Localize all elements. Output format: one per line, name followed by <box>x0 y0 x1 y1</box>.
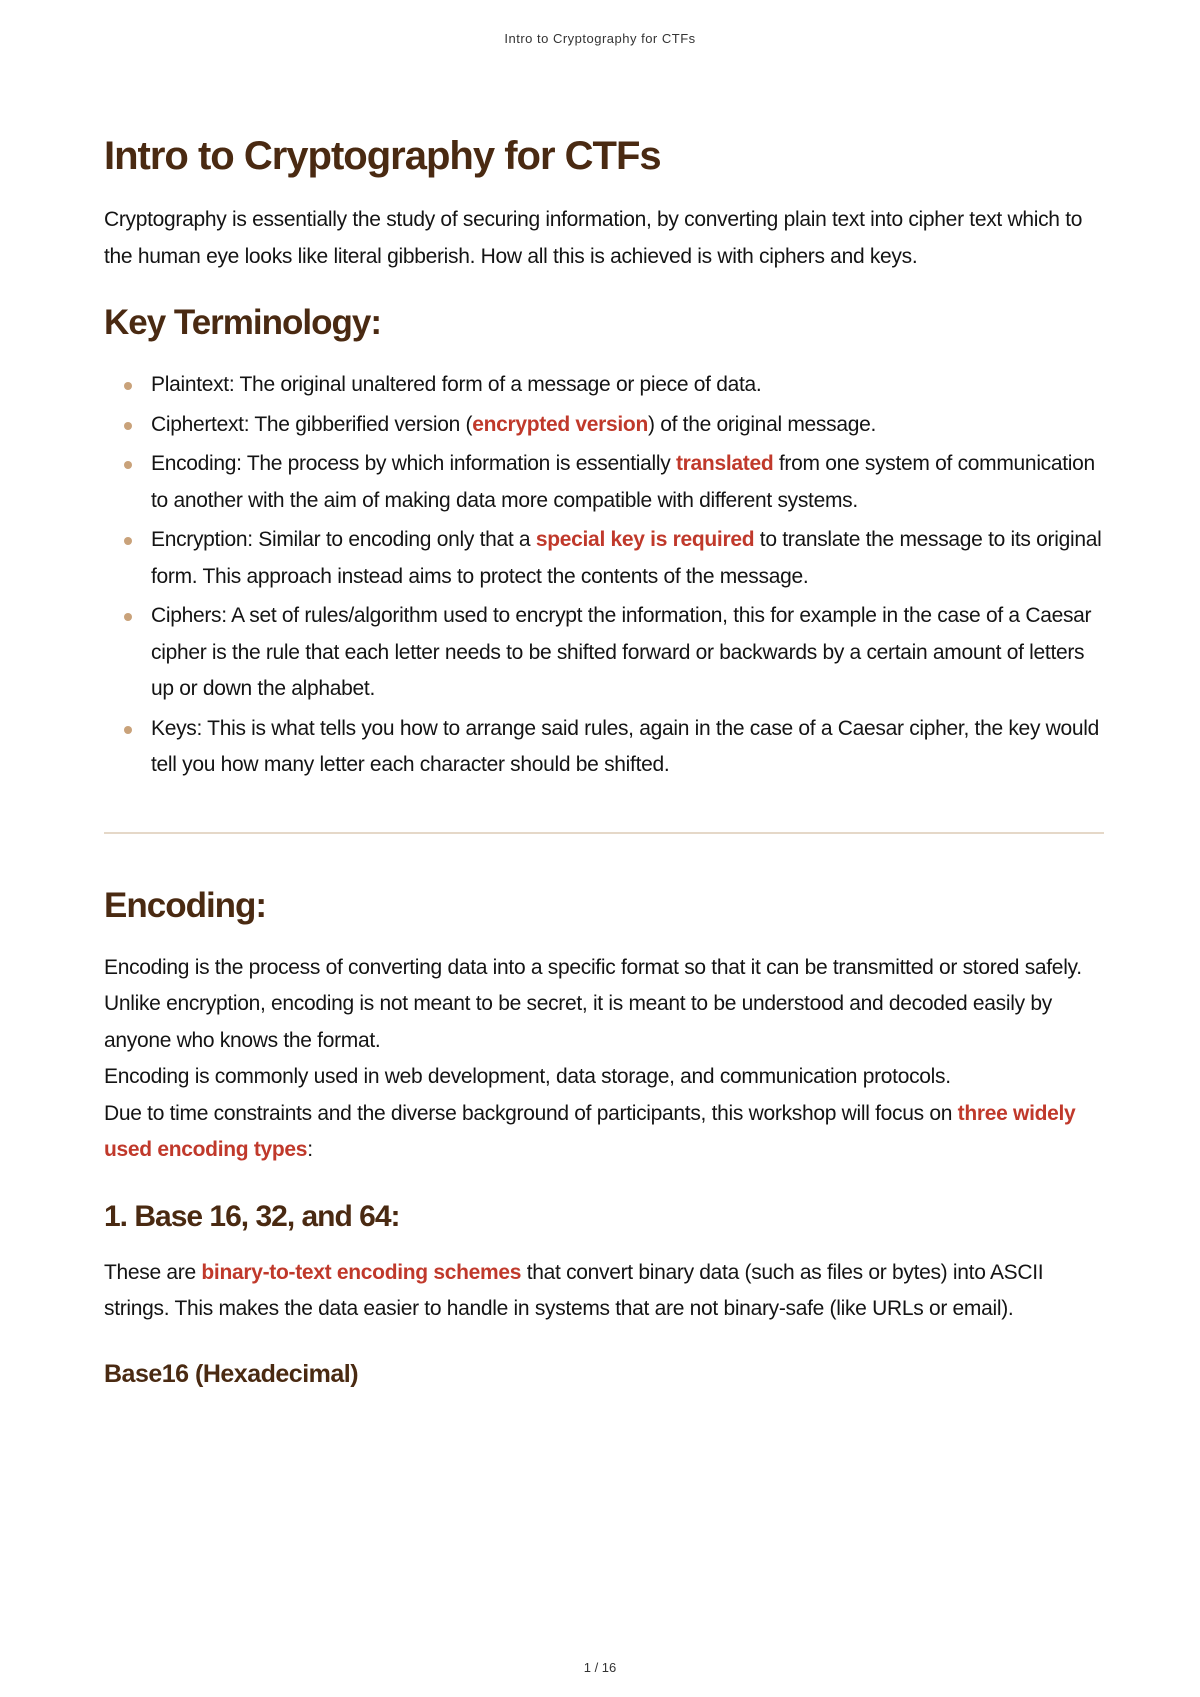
list-item <box>104 367 1104 404</box>
highlighted-phrase: three widely used encoding types <box>104 1101 1076 1161</box>
list-item <box>104 711 1104 784</box>
list-item <box>104 522 1104 595</box>
term-text-continued: to translate the message to its original form. This approach instead aims to protect the contents of the message. <box>151 528 1102 588</box>
intro-paragraph: Cryptography is essentially the study of securing information, by converting plain text into cipher text which to the human eye looks like literal gibberish. How all this is achieved is with ciphers and keys. <box>104 208 1083 268</box>
term-text: Encryption: Similar to encoding only that a <box>151 528 536 551</box>
paragraph-text-continued: : <box>307 1138 313 1161</box>
bullet-icon <box>124 726 132 734</box>
bullet-icon <box>124 422 132 430</box>
encoding-paragraph: Encoding is the process of converting data into a specific format so that it can be transmitted or stored safely. Unlike encryption, encoding is not meant to be secret, it is meant to be understood and decoded easily by anyone who knows the format. <box>104 955 1082 1052</box>
list-item <box>104 598 1104 708</box>
section-divider <box>104 832 1104 834</box>
running-header: Intro to Cryptography for CTFs <box>504 31 696 46</box>
term-text: Ciphertext: The gibberified version ( <box>151 412 473 436</box>
term-text: Keys: This is what tells you how to arrange said rules, again in the case of a Caesar cipher, the key would tell you how many letter each character should be shifted. <box>151 716 1100 776</box>
term-text-continued: ) of the original message. <box>648 412 876 436</box>
term-text-continued: from one system of communication to another with the aim of making data more compatible with different systems. <box>151 452 1095 512</box>
term-text: Plaintext: The original unaltered form of a message or piece of data. <box>151 373 762 396</box>
paragraph-text-continued: that convert binary data (such as files or bytes) into ASCII strings. This makes the data easier to handle in systems that are not binary-safe (like URLs or email). <box>104 1260 1044 1320</box>
bullet-icon <box>124 537 132 545</box>
document-body <box>104 128 1104 1394</box>
page-number: 1 / 16 <box>583 1660 617 1675</box>
paragraph-text: These are <box>104 1260 202 1284</box>
terminology-list <box>104 367 1104 784</box>
term-text: Ciphers: A set of rules/algorithm used to encrypt the information, this for example in the case of a Caesar cipher is the rule that each letter needs to be shifted forward or backwards by a certain amount of letters up or down the alphabet. <box>151 604 1092 700</box>
bullet-icon <box>124 613 132 621</box>
list-item <box>104 407 1104 444</box>
key-terminology-heading: Key Terminology: <box>104 303 382 342</box>
page-title: Intro to Cryptography for CTFs <box>104 134 661 178</box>
workshop-scope-paragraph <box>104 1096 1104 1169</box>
highlighted-phrase: binary-to-text encoding schemes <box>201 1260 522 1284</box>
highlighted-phrase: special key is required <box>535 528 755 551</box>
base-encodings-paragraph <box>104 1255 1104 1328</box>
highlighted-phrase: translated <box>675 452 774 475</box>
list-item <box>104 446 1104 519</box>
term-text: Encoding: The process by which information is essentially <box>151 452 676 475</box>
encoding-usage-paragraph: Encoding is commonly used in web development, data storage, and communication protocols. <box>104 1065 951 1088</box>
bullet-icon <box>124 382 132 390</box>
base-encodings-heading: 1. Base 16, 32, and 64: <box>104 1199 400 1233</box>
paragraph-text: Due to time constraints and the diverse background of participants, this workshop will focus on <box>104 1101 958 1125</box>
encoding-heading: Encoding: <box>104 885 267 925</box>
base16-heading: Base16 (Hexadecimal) <box>104 1359 359 1388</box>
highlighted-phrase: encrypted version <box>472 412 648 436</box>
bullet-icon <box>124 461 132 469</box>
